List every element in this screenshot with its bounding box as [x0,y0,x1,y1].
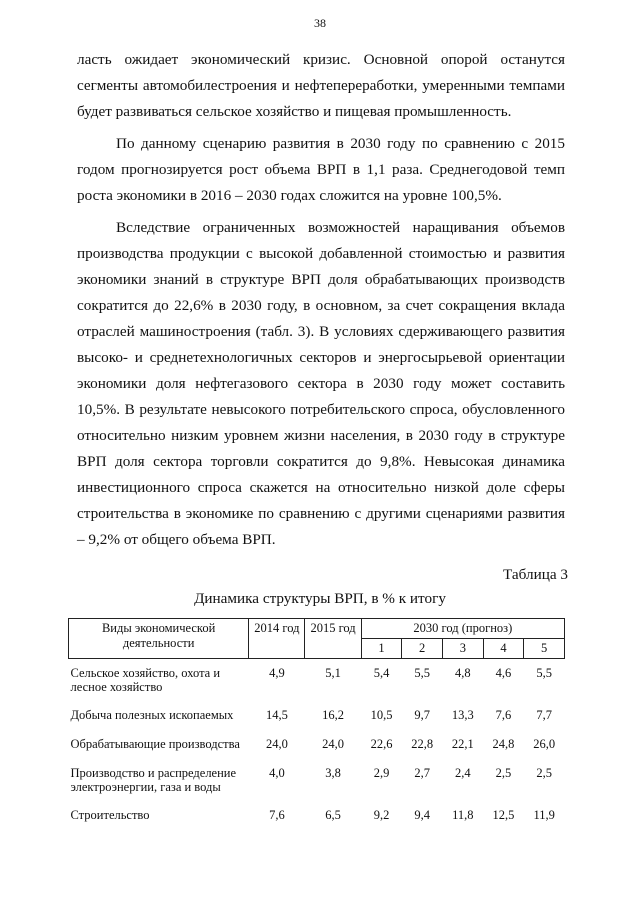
cell-2015: 3,8 [325,766,341,780]
cell-scenario-1: 5,4 [373,666,390,680]
cell-scenario-3: 13,3 [451,708,474,722]
table-caption: Таблица 3 [503,566,568,583]
cell-2014: 4,0 [269,766,285,780]
header-2030-forecast: 2030 год (прогноз) [361,619,564,639]
header-scenario-2: 2 [402,639,443,659]
cell-scenario-5: 11,9 [533,808,555,822]
table-row [69,701,565,730]
table-row [69,659,565,702]
cell-scenario-4: 7,6 [495,708,512,722]
cell-2015: 16,2 [322,708,345,722]
row-label: Сельское хозяйство, охота и лесное хозяйство [70,666,221,694]
paragraph-3: Вследствие ограниченных возможностей наращивания объемов производства продукции с высокой добавленной стоимостью и развития экономики знаний в структуре ВРП доля обрабатывающих производств сократится до 22,6% в 2030 году, в основном, за счет сокращения вклада отраслей машиностроения (табл. 3). В условиях сдерживающего развития высоко- и среднетехнологичных секторов и энергосырьевой ориентации экономики доля нефтегазового сектора в 2030 году может составить 10,5%. В результате невысокого потребительского спроса, обусловленного относительно низким уровнем жизни населения, в 2030 году в структуре ВРП доля сектора торговли сократится до 9,8%. Невысокая динамика инвестиционного спроса скажется на относительно низкой доле сферы строительства в экономике по сравнению с другими сценариями развития – 9,2% от общего объема ВРП. [77,219,565,548]
cell-scenario-5: 7,7 [536,708,552,722]
header-activity: Виды экономической деятельности [69,619,249,659]
table-title: Динамика структуры ВРП, в % к итогу [194,590,446,607]
table-row [69,801,565,830]
header-scenario-3: 3 [442,639,483,659]
cell-2014: 7,6 [269,808,285,822]
cell-scenario-1: 9,2 [373,808,390,822]
gdp-structure-table [68,618,565,830]
body-text [77,47,565,559]
row-label: Добыча полезных ископаемых [70,708,234,722]
row-label: Строительство [70,808,150,822]
header-2014: 2014 год [249,619,305,659]
cell-scenario-2: 9,7 [414,708,430,722]
table-header-row [69,619,565,639]
cell-scenario-1: 2,9 [373,766,390,780]
cell-scenario-3: 22,1 [451,737,474,751]
cell-scenario-5: 5,5 [536,666,552,680]
cell-scenario-5: 2,5 [536,766,552,780]
cell-2015: 5,1 [325,666,341,680]
cell-scenario-3: 2,4 [455,766,471,780]
table-row [69,730,565,759]
cell-2014: 14,5 [265,708,288,722]
paragraph-1: ласть ожидает экономический кризис. Основной опорой останутся сегменты автомобилестроения и нефтепереработки, умеренными темпами будет развиваться сельское хозяйство и пищевая промышленность. [77,51,565,120]
cell-scenario-4: 2,5 [495,766,512,780]
cell-2015: 6,5 [325,808,341,822]
header-scenario-1: 1 [361,639,402,659]
row-label: Производство и распределение электроэнергии, газа и воды [70,766,237,794]
cell-scenario-2: 9,4 [414,808,430,822]
cell-scenario-4: 4,6 [495,666,512,680]
cell-2014: 4,9 [269,666,285,680]
header-scenario-5: 5 [524,639,565,659]
row-label: Обрабатывающие производства [70,737,240,751]
table-row [69,759,565,801]
cell-scenario-1: 22,6 [370,737,393,751]
page-number: 38 [314,16,326,30]
paragraph-2: По данному сценарию развития в 2030 году по сравнению с 2015 годом прогнозируется рост объема ВРП в 1,1 раза. Среднегодовой темп роста экономики в 2016 – 2030 годах сложится на уровне 100,5%. [77,135,565,204]
cell-scenario-4: 12,5 [492,808,515,822]
cell-scenario-3: 4,8 [455,666,471,680]
header-scenario-4: 4 [483,639,524,659]
cell-scenario-4: 24,8 [492,737,515,751]
cell-scenario-2: 5,5 [414,666,430,680]
cell-scenario-2: 2,7 [414,766,430,780]
header-2015: 2015 год [305,619,361,659]
cell-scenario-5: 26,0 [533,737,556,751]
cell-scenario-2: 22,8 [411,737,434,751]
cell-scenario-1: 10,5 [370,708,393,722]
cell-2015: 24,0 [322,737,345,751]
cell-2014: 24,0 [265,737,288,751]
cell-scenario-3: 11,8 [452,808,474,822]
